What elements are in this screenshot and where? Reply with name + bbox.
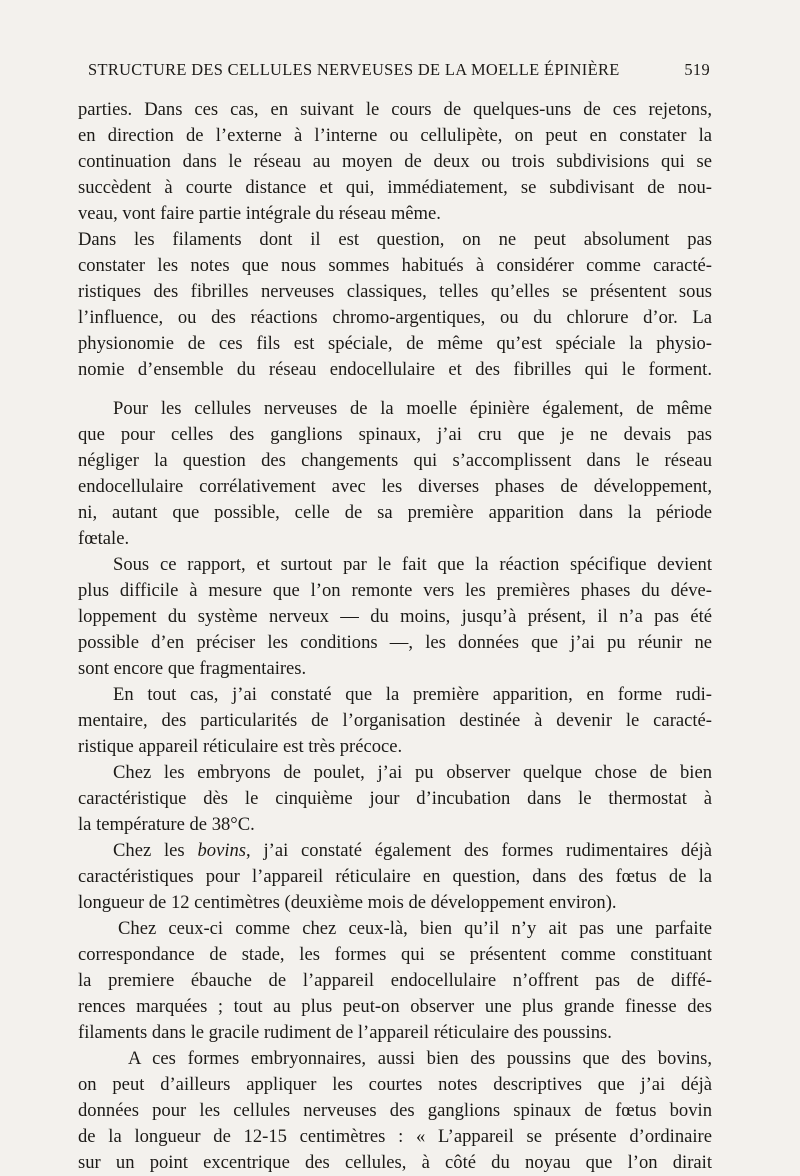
text-line: Chez les embryons de poulet, j’ai pu observer quelque chose de bien <box>113 762 712 783</box>
text-run: Chez les <box>113 840 198 861</box>
text-line: en direction de l’externe à l’interne ou cellulipète, on peut en constater la <box>78 125 712 146</box>
text-line: continuation dans le réseau au moyen de deux ou trois subdivisions qui se <box>78 151 712 172</box>
text-line: parties. Dans ces cas, en suivant le cours de quelques-uns de ces rejetons, <box>78 99 712 120</box>
text-line: Sous ce rapport, et surtout par le fait que la réaction spécifique devient <box>113 554 712 575</box>
text-line: constater les notes que nous sommes habitués à considérer comme caracté- <box>78 255 712 276</box>
italic-term: bovins <box>197 840 247 861</box>
running-title: STRUCTURE DES CELLULES NERVEUSES DE LA MOELLE ÉPINIÈRE <box>88 60 620 79</box>
text-line: rences marquées ; tout au plus peut-on observer une plus grande finesse des <box>78 996 712 1017</box>
text-line: sont encore que fragmentaires. <box>78 658 307 679</box>
text-line: veau, vont faire partie intégrale du réseau même. <box>78 203 441 224</box>
text-line: longueur de 12 centimètres (deuxième mois de développement environ). <box>78 892 617 913</box>
text-line: la premiere ébauche de l’appareil endocellulaire n’offrent pas de diffé- <box>78 970 712 991</box>
text-line: l’influence, ou des réactions chromo-argentiques, ou du chlorure d’or. La <box>78 307 712 328</box>
text-line: plus difficile à mesure que l’on remonte vers les premières phases du déve- <box>78 580 712 601</box>
text-line: ristiques des fibrilles nerveuses classiques, telles qu’elles se présentent sous <box>78 281 712 302</box>
text-line: filaments dans le gracile rudiment de l’appareil réticulaire des poussins. <box>78 1022 612 1043</box>
text-line: Dans les filaments dont il est question, on ne peut absolument pas <box>78 229 712 250</box>
text-line: négliger la question des changements qui s’accomplissent dans le réseau <box>78 450 712 471</box>
text-line: endocellulaire corrélativement avec les diverses phases de développement, <box>78 476 712 497</box>
text-line: En tout cas, j’ai constaté que la première apparition, en forme rudi- <box>113 684 712 705</box>
text-line: ristique appareil réticulaire est très précoce. <box>78 736 403 757</box>
page-number: 519 <box>684 60 710 79</box>
text-line: de la longueur de 12-15 centimètres : « L’appareil se présente d’ordinaire <box>78 1126 712 1147</box>
text-line: loppement du système nerveux — du moins, jusqu’à présent, il n’a pas été <box>78 606 712 627</box>
running-header <box>88 60 710 88</box>
text-line: on peut d’ailleurs appliquer les courtes notes descriptives que j’ai déjà <box>78 1074 712 1095</box>
text-line: fœtale. <box>78 528 130 549</box>
text-line: Chez ceux-ci comme chez ceux-là, bien qu’il n’y ait pas une parfaite <box>118 918 712 939</box>
text-line: succèdent à courte distance et qui, immédiatement, se subdivisant de nou- <box>78 177 712 198</box>
text-line: possible d’en préciser les conditions —, les données que j’ai pu réunir ne <box>78 632 712 653</box>
text-line: la température de 38°C. <box>78 814 255 835</box>
text-line: caractéristique dès le cinquième jour d’incubation dans le thermostat à <box>78 788 712 809</box>
text-line: ni, autant que possible, celle de sa première apparition dans la période <box>78 502 712 523</box>
text-line: que pour celles des ganglions spinaux, j’ai cru que je ne devais pas <box>78 424 712 445</box>
text-line: données pour les cellules nerveuses des ganglions spinaux de fœtus bovin <box>78 1100 712 1121</box>
text-line: A ces formes embryonnaires, aussi bien des poussins que des bovins, <box>128 1048 712 1069</box>
text-line: nomie d’ensemble du réseau endocellulaire et des fibrilles qui le forment. <box>78 359 712 380</box>
text-line: physionomie de ces fils est spéciale, de même qu’est spéciale la physio- <box>78 333 712 354</box>
text-line: sur un point excentrique des cellules, à côté du noyau que l’on dirait <box>78 1152 712 1173</box>
text-line: mentaire, des particularités de l’organisation destinée à devenir le caracté- <box>78 710 712 731</box>
text-line: Pour les cellules nerveuses de la moelle épinière également, de même <box>113 398 712 419</box>
text-line: caractéristiques pour l’appareil réticulaire en question, dans des fœtus de la <box>78 866 712 887</box>
text-run: , j’ai constaté également des formes rudimentaires déjà <box>246 840 712 861</box>
text-line <box>113 838 712 864</box>
text-line: correspondance de stade, les formes qui se présentent comme constituant <box>78 944 712 965</box>
